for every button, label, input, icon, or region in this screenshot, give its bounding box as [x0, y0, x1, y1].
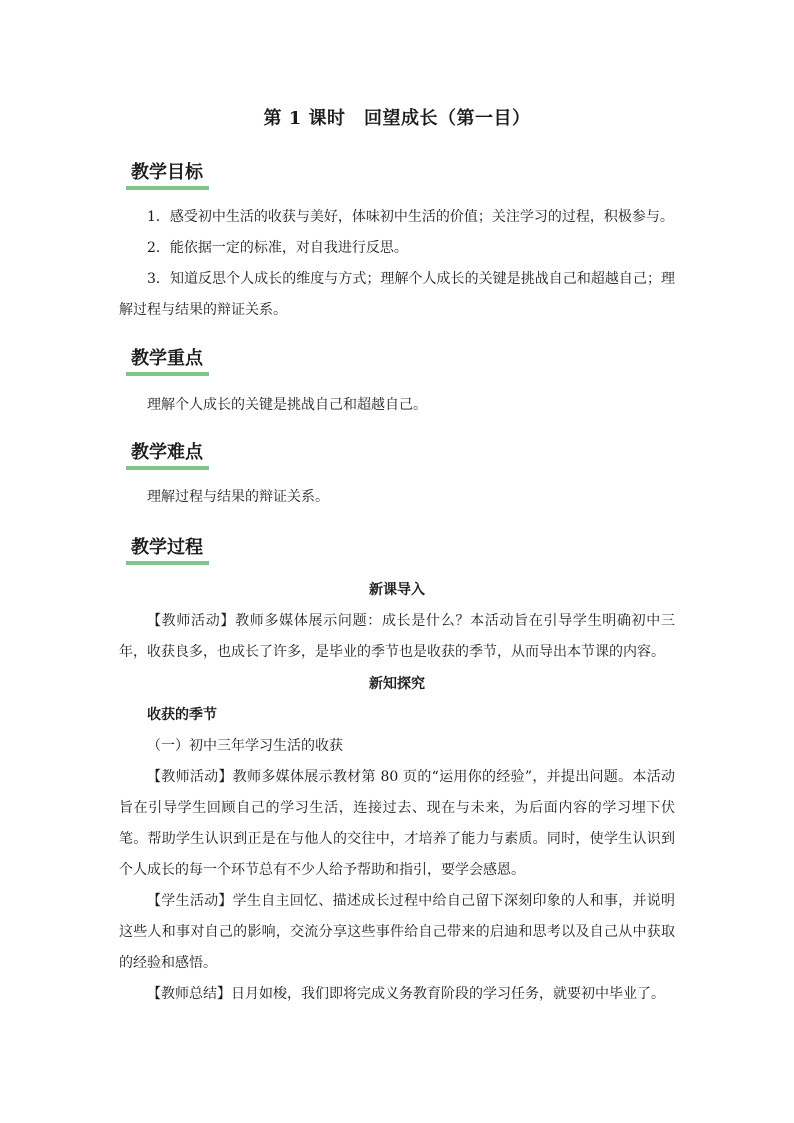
objective-item-2: 2．能依据一定的标准，对自我进行反思。 — [147, 240, 408, 256]
intro-text: 【教师活动】教师多媒体展示问题：成长是什么？本活动旨在引导学生明确初中三年，收获良多，也成长了许多，是毕业的季节也是收获的季节，从而导出本节课的内容。 — [119, 613, 675, 660]
key-points-text: 理解个人成长的关键是挑战自己和超越自己。 — [147, 397, 427, 413]
objective-item-3: 3．知道反思个人成长的维度与方式；理解个人成长的关键是挑战自己和超越自己；理解过程与结果的辩证关系。 — [119, 271, 675, 318]
subheading-explore: 新知探究 — [369, 676, 425, 692]
objective-item-1: 1．感受初中生活的收获与美好，体味初中生活的价值；关注学习的过程，积极参与。 — [147, 209, 674, 225]
subheading-intro: 新课导入 — [369, 582, 425, 598]
heading-objectives: 教学目标 — [126, 160, 209, 188]
heading-key-points: 教学重点 — [126, 346, 209, 374]
difficulties-text: 理解过程与结果的辩证关系。 — [147, 489, 329, 505]
page-title: 第 1 课时 回望成长（第一目） — [263, 108, 531, 129]
teacher-summary-text: 【教师总结】日月如梭，我们即将完成义务教育阶段的学习任务，就要初中毕业了。 — [147, 986, 665, 1002]
heading-process: 教学过程 — [126, 535, 209, 563]
teacher-activity-text: 【教师活动】教师多媒体展示教材第 80 页的“运用你的经验”，并提出问题。本活动旨在引导学生回顾自己的学习生活，连接过去、现在与未来，为后面内容的学习埋下伏笔。帮助学生认识到正是在与他人的交往中，才培养了能力与素质。同时，使学生认识到个人成长的每一个环节总有不少人给予帮助和指引，要学会感恩。 — [119, 769, 675, 878]
part1-title: （一）初中三年学习生活的收获 — [147, 738, 343, 754]
heading-difficulties: 教学难点 — [126, 440, 209, 468]
student-activity-text: 【学生活动】学生自主回忆、描述成长过程中给自己留下深刻印象的人和事，并说明这些人和事对自己的影响，交流分享这些事件给自己带来的启迪和思考以及自己从中获取的经验和感悟。 — [119, 893, 675, 971]
section-season-title: 收获的季节 — [147, 707, 217, 723]
